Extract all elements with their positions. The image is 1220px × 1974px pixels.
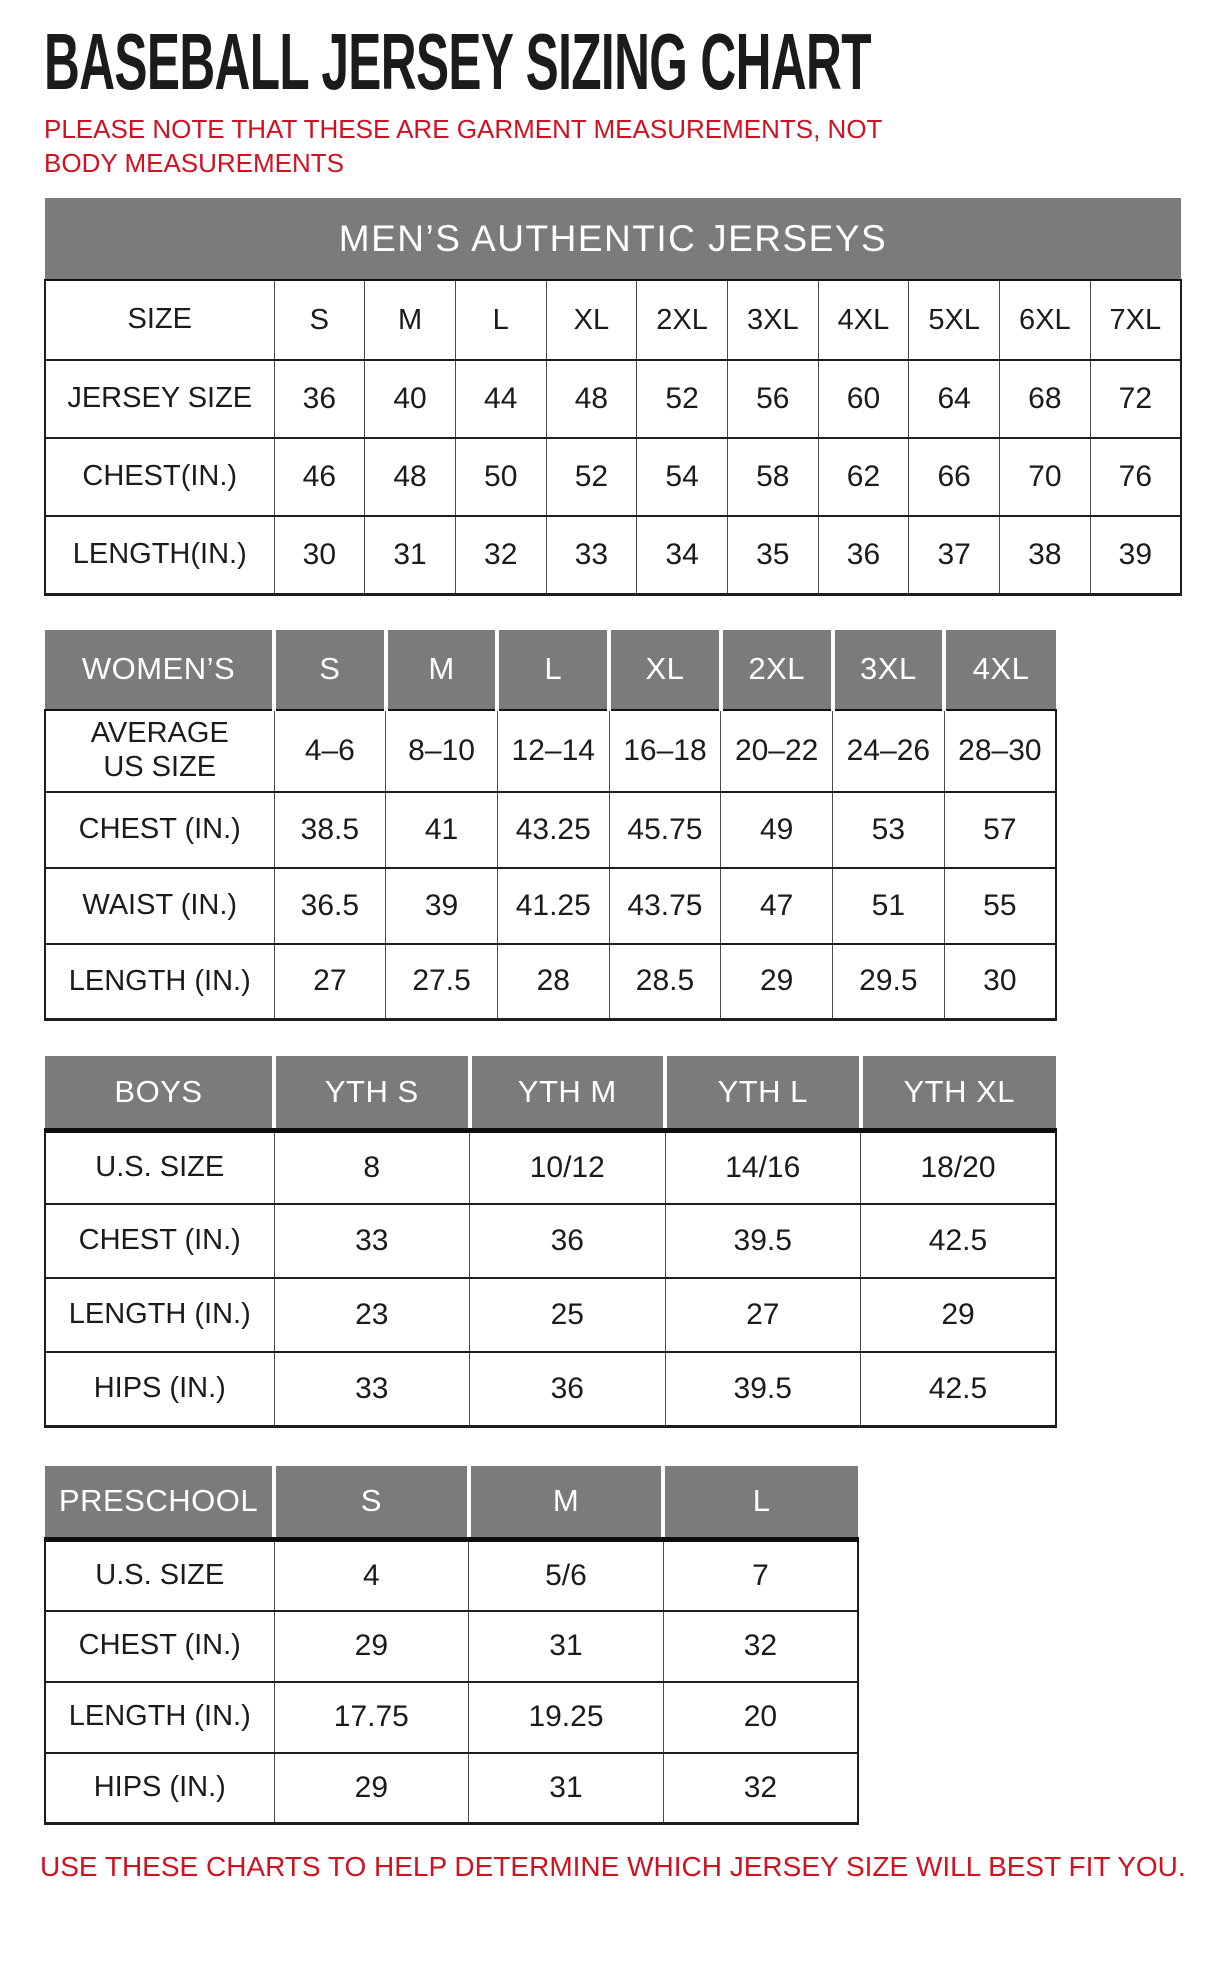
- womens-value-cell: 53: [833, 792, 945, 868]
- womens-value-cell: 28–30: [944, 710, 1056, 792]
- womens-value-cell: 36.5: [274, 868, 386, 944]
- preschool-row-label: CHEST (IN.): [45, 1611, 274, 1682]
- preschool-header-label: PRESCHOOL: [45, 1466, 274, 1540]
- page-title-text: BASEBALL JERSEY SIZING CHART: [44, 17, 871, 106]
- womens-value-cell: 43.75: [609, 868, 721, 944]
- mens-row-label: CHEST(IN.): [45, 438, 274, 516]
- boys-header-cell: YTH XL: [861, 1056, 1057, 1130]
- womens-value-cell: 28.5: [609, 944, 721, 1020]
- mens-size-cell: 7XL: [1090, 280, 1181, 360]
- womens-header-label: WOMEN’S: [45, 630, 274, 710]
- womens-value-cell: 28: [497, 944, 609, 1020]
- womens-value-cell: 47: [721, 868, 833, 944]
- mens-row-label: LENGTH(IN.): [45, 516, 274, 594]
- preschool-header-cell: S: [274, 1466, 469, 1540]
- womens-value-cell: 41.25: [497, 868, 609, 944]
- womens-value-cell: 39: [386, 868, 498, 944]
- womens-header-cell: 4XL: [944, 630, 1056, 710]
- mens-value-cell: 70: [1000, 438, 1091, 516]
- mens-value-cell: 62: [818, 438, 909, 516]
- mens-value-cell: 52: [546, 438, 637, 516]
- boys-value-cell: 39.5: [665, 1204, 861, 1278]
- womens-value-cell: 45.75: [609, 792, 721, 868]
- boys-value-cell: 8: [274, 1130, 470, 1204]
- womens-value-cell: 57: [944, 792, 1056, 868]
- boys-table-row: [45, 1130, 1056, 1204]
- preschool-header-cell: L: [663, 1466, 858, 1540]
- preschool-value-cell: 4: [274, 1540, 469, 1611]
- boys-row-label: CHEST (IN.): [45, 1204, 274, 1278]
- mens-size-cell: XL: [546, 280, 637, 360]
- boys-value-cell: 10/12: [470, 1130, 666, 1204]
- mens-value-cell: 48: [365, 438, 456, 516]
- womens-value-cell: 51: [833, 868, 945, 944]
- boys-value-cell: 42.5: [861, 1352, 1057, 1426]
- mens-value-cell: 30: [274, 516, 365, 594]
- mens-value-cell: 39: [1090, 516, 1181, 594]
- mens-value-cell: 31: [365, 516, 456, 594]
- mens-value-cell: 37: [909, 516, 1000, 594]
- preschool-value-cell: 31: [469, 1611, 664, 1682]
- womens-value-cell: 43.25: [497, 792, 609, 868]
- preschool-value-cell: 29: [274, 1753, 469, 1824]
- mens-value-cell: 34: [637, 516, 728, 594]
- womens-row-label: LENGTH (IN.): [45, 944, 274, 1020]
- preschool-value-cell: 17.75: [274, 1682, 469, 1753]
- boys-value-cell: 33: [274, 1204, 470, 1278]
- mens-value-cell: 68: [1000, 360, 1091, 438]
- boys-value-cell: 27: [665, 1278, 861, 1352]
- preschool-table-row: [45, 1753, 858, 1824]
- boys-value-cell: 14/16: [665, 1130, 861, 1204]
- mens-size-cell: 4XL: [818, 280, 909, 360]
- mens-value-cell: 72: [1090, 360, 1181, 438]
- mens-value-cell: 44: [455, 360, 546, 438]
- mens-size-cell: 6XL: [1000, 280, 1091, 360]
- size-tables-container: [44, 198, 1220, 1825]
- womens-value-cell: 12–14: [497, 710, 609, 792]
- mens-table-row: [45, 438, 1181, 516]
- womens-value-cell: 29: [721, 944, 833, 1020]
- mens-value-cell: 35: [727, 516, 818, 594]
- mens-value-cell: 56: [727, 360, 818, 438]
- mens-size-cell: S: [274, 280, 365, 360]
- preschool-table-row: [45, 1682, 858, 1753]
- mens-table-row: [45, 516, 1181, 594]
- boys-row-label: LENGTH (IN.): [45, 1278, 274, 1352]
- mens-value-cell: 36: [274, 360, 365, 438]
- boys-table-row: [45, 1204, 1056, 1278]
- boys-row-label: HIPS (IN.): [45, 1352, 274, 1426]
- womens-row-label: WAIST (IN.): [45, 868, 274, 944]
- boys-table-row: [45, 1278, 1056, 1352]
- womens-header-cell: 2XL: [721, 630, 833, 710]
- boys-table-row: [45, 1352, 1056, 1426]
- boys-value-cell: 36: [470, 1204, 666, 1278]
- mens-table-row: [45, 360, 1181, 438]
- womens-table-row: [45, 710, 1056, 792]
- preschool-value-cell: 32: [663, 1753, 858, 1824]
- womens-table-row: [45, 944, 1056, 1020]
- mens-size-cell: 5XL: [909, 280, 1000, 360]
- mens-value-cell: 36: [818, 516, 909, 594]
- boys-header-label: BOYS: [45, 1056, 274, 1130]
- preschool-value-cell: 29: [274, 1611, 469, 1682]
- preschool-table-row: [45, 1611, 858, 1682]
- womens-value-cell: 30: [944, 944, 1056, 1020]
- boys-value-cell: 29: [861, 1278, 1057, 1352]
- boys-value-cell: 39.5: [665, 1352, 861, 1426]
- womens-size-table: [44, 630, 1057, 1022]
- mens-value-cell: 40: [365, 360, 456, 438]
- womens-header-cell: XL: [609, 630, 721, 710]
- womens-value-cell: 8–10: [386, 710, 498, 792]
- womens-header-cell: S: [274, 630, 386, 710]
- preschool-value-cell: 32: [663, 1611, 858, 1682]
- mens-value-cell: 38: [1000, 516, 1091, 594]
- mens-value-cell: 54: [637, 438, 728, 516]
- womens-header-cell: M: [386, 630, 498, 710]
- mens-value-cell: 32: [455, 516, 546, 594]
- mens-value-cell: 33: [546, 516, 637, 594]
- womens-value-cell: 20–22: [721, 710, 833, 792]
- mens-value-cell: 52: [637, 360, 728, 438]
- mens-value-cell: 58: [727, 438, 818, 516]
- boys-value-cell: 23: [274, 1278, 470, 1352]
- boys-value-cell: 36: [470, 1352, 666, 1426]
- boys-header-cell: YTH S: [274, 1056, 470, 1130]
- mens-value-cell: 50: [455, 438, 546, 516]
- womens-value-cell: 24–26: [833, 710, 945, 792]
- boys-value-cell: 42.5: [861, 1204, 1057, 1278]
- garment-measurements-note: PLEASE NOTE THAT THESE ARE GARMENT MEASUREMENTS, NOT BODY MEASUREMENTS: [44, 114, 882, 178]
- preschool-header-cell: M: [469, 1466, 664, 1540]
- mens-size-row-label: SIZE: [45, 280, 274, 360]
- womens-value-cell: 27: [274, 944, 386, 1020]
- womens-row-label: CHEST (IN.): [45, 792, 274, 868]
- womens-row-label: AVERAGE US SIZE: [45, 710, 274, 792]
- boys-value-cell: 25: [470, 1278, 666, 1352]
- boys-value-cell: 18/20: [861, 1130, 1057, 1204]
- mens-row-label: JERSEY SIZE: [45, 360, 274, 438]
- mens-value-cell: 76: [1090, 438, 1181, 516]
- womens-table-row: [45, 792, 1056, 868]
- preschool-table-row: [45, 1540, 858, 1611]
- boys-row-label: U.S. SIZE: [45, 1130, 274, 1204]
- mens-size-cell: M: [365, 280, 456, 360]
- mens-size-cell: L: [455, 280, 546, 360]
- mens-value-cell: 64: [909, 360, 1000, 438]
- preschool-size-table: [44, 1466, 859, 1826]
- boys-size-table: [44, 1056, 1057, 1428]
- preschool-row-label: U.S. SIZE: [45, 1540, 274, 1611]
- womens-header-cell: 3XL: [833, 630, 945, 710]
- mens-value-cell: 66: [909, 438, 1000, 516]
- preschool-value-cell: 20: [663, 1682, 858, 1753]
- preschool-value-cell: 31: [469, 1753, 664, 1824]
- womens-value-cell: 29.5: [833, 944, 945, 1020]
- womens-value-cell: 55: [944, 868, 1056, 944]
- womens-table-row: [45, 868, 1056, 944]
- womens-value-cell: 27.5: [386, 944, 498, 1020]
- footer-note: USE THESE CHARTS TO HELP DETERMINE WHICH JERSEY SIZE WILL BEST FIT YOU.: [40, 1851, 1186, 1882]
- boys-header-cell: YTH M: [470, 1056, 666, 1130]
- mens-value-cell: 60: [818, 360, 909, 438]
- boys-value-cell: 33: [274, 1352, 470, 1426]
- womens-value-cell: 4–6: [274, 710, 386, 792]
- mens-size-cell: 3XL: [727, 280, 818, 360]
- mens-value-cell: 48: [546, 360, 637, 438]
- preschool-row-label: HIPS (IN.): [45, 1753, 274, 1824]
- mens-size-table: [44, 198, 1182, 596]
- womens-value-cell: 16–18: [609, 710, 721, 792]
- mens-size-cell: 2XL: [637, 280, 728, 360]
- boys-header-cell: YTH L: [665, 1056, 861, 1130]
- womens-value-cell: 38.5: [274, 792, 386, 868]
- mens-banner-title: MEN’S AUTHENTIC JERSEYS: [45, 198, 1181, 280]
- mens-value-cell: 46: [274, 438, 365, 516]
- preschool-value-cell: 19.25: [469, 1682, 664, 1753]
- womens-header-cell: L: [497, 630, 609, 710]
- preschool-value-cell: 5/6: [469, 1540, 664, 1611]
- womens-value-cell: 41: [386, 792, 498, 868]
- preschool-value-cell: 7: [663, 1540, 858, 1611]
- page-title: [44, 17, 1220, 106]
- preschool-row-label: LENGTH (IN.): [45, 1682, 274, 1753]
- womens-value-cell: 49: [721, 792, 833, 868]
